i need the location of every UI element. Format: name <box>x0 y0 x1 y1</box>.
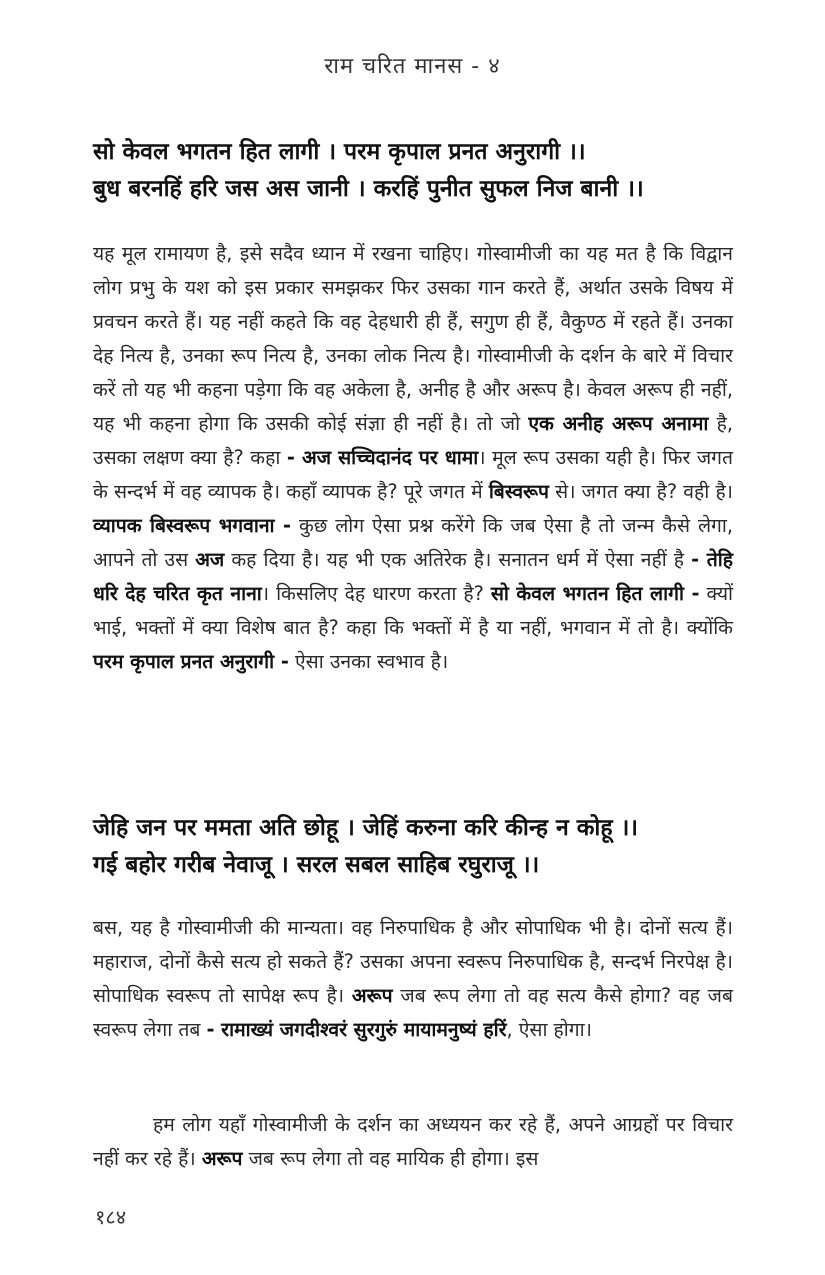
text-run: । मूल रूप उसका यही है। फिर जगत के सन्दर्भ में वह व्यापक है। कहाँ व्यापक है? पूरे जगत में <box>93 446 733 503</box>
bold-quote: अज <box>195 548 225 571</box>
bold-quote: - अज सच्चिदानंद पर धामा <box>286 446 479 469</box>
verse-line: सो केवल भगतन हित लागी । परम कृपाल प्रनत अनुरागी ।। <box>93 139 586 165</box>
text-run: ऐसा उनका स्वभाव है। <box>288 650 449 673</box>
bold-quote: एक अनीह अरूप अनामा <box>528 412 709 435</box>
verse-block-1 <box>93 134 743 208</box>
page-number: १८४ <box>95 1205 127 1229</box>
bold-quote: - रामाख्यं जगदीश्वरं सुरगुरुं मायामनुष्यं हरिं <box>206 1018 507 1041</box>
text-run: क्यों भाई, भक्तों में क्या विशेष बात है? कहा कि भक्तों में है या नहीं, भगवान में तो है। क्योंकि <box>93 582 734 639</box>
bold-quote: परम कृपाल प्रनत अनुरागी - <box>93 650 289 673</box>
verse-line: जेहि जन पर ममता अति छोहू । जेहिं करुना करि कीन्ह न कोहू ।। <box>93 815 639 841</box>
text-run: से। जगत क्या है? वही है। <box>548 480 733 503</box>
running-header: राम चरित मानस - ४ <box>324 54 501 79</box>
text-run: बस, यह है गोस्वामीजी की मान्यता। वह निरुपाधिक है और सोपाधिक भी है। दोनों सत्य हैं। महाराज, दोनों कैसे सत्य हो सकते हैं? उसका अपना स्वरूप निरुपाधिक है, सन्दर्भ निरपेक्ष है। सोपाधिक स्वरूप तो सापेक्ष रूप है। <box>93 916 733 1007</box>
verse-line: बुध बरनहिं हरि जस अस जानी । करहिं पुनीत सुफल निज बानी ।। <box>93 176 644 202</box>
text-run: कुछ लोग ऐसा प्रश्न करेंगे कि जब ऐसा है तो जन्म कैसे लेगा, आपने तो उस <box>93 514 733 571</box>
text-run: जब रूप लेगा तो वह सत्य कैसे होगा? वह जब स्वरूप लेगा तब <box>93 984 733 1041</box>
text-run: । किसलिए देह धारण करता है? <box>261 582 491 605</box>
bold-quote: व्यापक बिस्वरूप भगवाना - <box>93 514 292 537</box>
text-run: , ऐसा होगा। <box>506 1018 592 1041</box>
text-run: हम लोग यहाँ गोस्वामीजी के दर्शन का अध्ययन कर रहे हैं, अपने आग्रहों पर विचार नहीं कर रहे हैं। <box>93 1113 733 1170</box>
verse-block-2 <box>93 810 743 884</box>
text-run: कह दिया है। यह भी एक अतिरेक है। सनातन धर्म में ऐसा नहीं है <box>224 548 692 571</box>
bold-quote: - तेहि धरि देह चरित कृत नाना <box>93 548 734 605</box>
bold-quote: सो केवल भगतन हित लागी - <box>490 582 700 605</box>
text-run: यह मूल रामायण है, इसे सदैव ध्यान में रखना चाहिए। गोस्वामीजी का यह मत है कि विद्वान लोग प्रभु के यश को इस प्रकार समझकर फिर उसका गान करते हैं, अर्थात उसके विषय में प्रवचन करते हैं। यह नहीं कहते कि वह देहधारी ही हैं, सगुण ही हैं, वैकुण्ठ में रहते हैं। उनका देह नित्य है, उनका रूप नित्य है, उनका लोक नित्य है। गोस्वामीजी के दर्शन के बारे में विचार करें तो यह भी कहना पड़ेगा कि वह अकेला है, अनीह है और अरूप है। केवल अरूप ही नहीं, यह भी कहना होगा कि उसकी कोई संज्ञा ही नहीं है। तो जो <box>93 242 733 435</box>
paragraph-2 <box>93 911 733 1047</box>
paragraph-3 <box>93 1108 733 1176</box>
verse-line: गई बहोर गरीब नेवाजू । सरल सबल साहिब रघुराजू ।। <box>93 852 540 878</box>
text-run: है, उसका लक्षण क्या है? कहा <box>93 412 734 469</box>
bold-quote: बिस्वरूप <box>488 480 549 503</box>
bold-quote: अरूप <box>351 984 393 1007</box>
text-run: जब रूप लेगा तो वह मायिक ही होगा। इस <box>242 1147 539 1170</box>
bold-quote: अरूप <box>201 1147 243 1170</box>
paragraph-1 <box>93 237 733 679</box>
